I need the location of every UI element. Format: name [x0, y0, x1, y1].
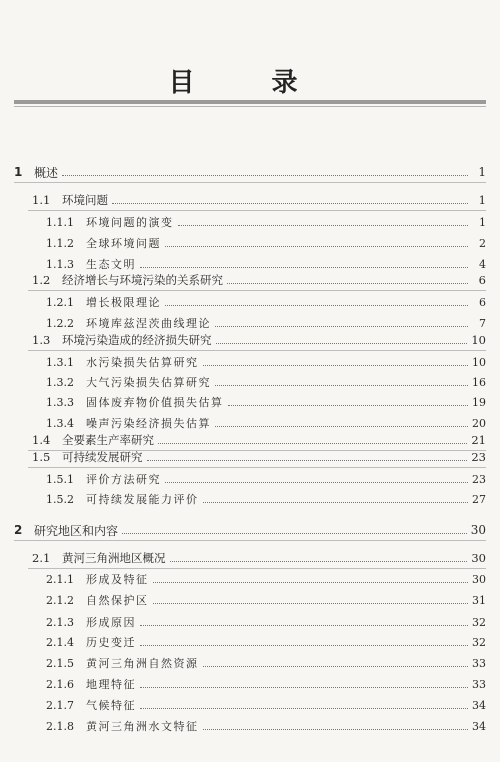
- toc-dot-leader: [203, 729, 469, 730]
- toc-entry-title: 概述: [34, 165, 59, 180]
- toc-separator: [28, 350, 486, 351]
- toc-entry-title: 环境库兹涅茨曲线理论: [86, 317, 211, 330]
- toc-dot-leader: [140, 267, 468, 268]
- toc-dot-leader: [203, 365, 469, 366]
- toc-entry-number: 2.1.7: [46, 698, 74, 712]
- toc-entry-page: 32: [472, 635, 486, 649]
- toc-entry-page: 16: [472, 375, 486, 389]
- toc-entry-title: 历史变迁: [86, 636, 136, 649]
- toc-dot-leader: [140, 625, 468, 626]
- toc-entry[interactable]: [46, 469, 486, 489]
- toc-entry-number: 1.5: [32, 450, 51, 464]
- toc-entry-page: 21: [471, 433, 486, 447]
- toc-entry-number: 1.3.4: [46, 416, 74, 430]
- toc-entry-title: 全球环境问题: [86, 237, 161, 250]
- toc-entry-title: 生态文明: [86, 258, 136, 271]
- toc-entry-title: 环境问题的演变: [86, 216, 174, 229]
- toc-dot-leader: [140, 687, 468, 688]
- toc-entry-page: 6: [478, 273, 486, 287]
- toc-entry-page: 30: [471, 551, 486, 565]
- toc-entry-title: 大气污染损失估算研究: [86, 376, 211, 389]
- toc-entry[interactable]: [46, 674, 486, 694]
- toc-entry[interactable]: [14, 520, 486, 540]
- title-rule-thick: [14, 100, 486, 104]
- toc-entry-page: 7: [479, 316, 486, 330]
- toc-entry[interactable]: [14, 162, 486, 182]
- toc-entry-title: 固体废弃物价值损失估算: [86, 396, 224, 409]
- toc-entry-title: 经济增长与环境污染的关系研究: [62, 273, 223, 287]
- toc-entry-page: 31: [472, 593, 486, 607]
- toc-entry-page: 1: [479, 215, 486, 229]
- toc-entry[interactable]: [46, 612, 486, 632]
- toc-entry-page: 19: [472, 395, 486, 409]
- toc-separator: [28, 210, 486, 211]
- toc-entry-title: 黄河三角洲自然资源: [86, 657, 199, 670]
- toc-entry-number: 1.3.1: [46, 355, 74, 369]
- toc-entry[interactable]: [46, 372, 486, 392]
- toc-entry[interactable]: [46, 489, 486, 509]
- toc-entry-number: 1.4: [32, 433, 51, 447]
- toc-entry-number: 1.2: [32, 273, 51, 287]
- toc-entry-title: 增长极限理论: [86, 296, 161, 309]
- toc-entry[interactable]: [32, 330, 486, 350]
- toc-entry-number: 2.1.3: [46, 615, 74, 629]
- toc-entry-title: 全要素生产率研究: [62, 433, 154, 447]
- toc-dot-leader: [227, 283, 468, 284]
- toc-entry-number: 1.5.2: [46, 492, 74, 506]
- toc-entry-page: 1: [478, 193, 486, 207]
- toc-dot-leader: [147, 460, 468, 461]
- title-rule-thin: [14, 106, 486, 107]
- toc-dot-leader: [216, 343, 468, 344]
- toc-entry-number: 1: [14, 165, 23, 179]
- toc-entry-number: 2.1.6: [46, 677, 74, 691]
- toc-entry[interactable]: [46, 212, 486, 232]
- toc-entry-title: 可持续发展研究: [62, 450, 143, 464]
- toc-entry-title: 黄河三角洲水文特征: [86, 720, 199, 733]
- toc-entry-page: 33: [472, 677, 486, 691]
- toc-entry[interactable]: [46, 695, 486, 715]
- toc-entry-number: 2.1.5: [46, 656, 74, 670]
- toc-entry[interactable]: [32, 447, 486, 467]
- toc-entry[interactable]: [46, 716, 486, 736]
- toc-entry[interactable]: [46, 590, 486, 610]
- toc-entry-page: 10: [472, 355, 486, 369]
- toc-dot-leader: [203, 666, 469, 667]
- toc-entry[interactable]: [32, 270, 486, 290]
- toc-entry-number: 2.1.1: [46, 572, 74, 586]
- toc-entry-title: 水污染损失估算研究: [86, 356, 199, 369]
- toc-entry-page: 23: [472, 472, 486, 486]
- toc-entry-title: 环境问题: [62, 193, 108, 207]
- toc-entry-page: 33: [472, 656, 486, 670]
- toc-entry-title: 研究地区和内容: [34, 523, 119, 538]
- toc-entry-title: 环境污染造成的经济损失研究: [62, 333, 212, 347]
- toc-entry-title: 气候特征: [86, 699, 136, 712]
- toc-entry[interactable]: [46, 632, 486, 652]
- toc-entry-title: 形成及特征: [86, 573, 149, 586]
- toc-separator: [28, 290, 486, 291]
- toc-entry-title: 可持续发展能力评价: [86, 493, 199, 506]
- toc-dot-leader: [140, 645, 468, 646]
- toc-dot-leader: [122, 533, 467, 534]
- toc-entry-number: 1.2.1: [46, 295, 74, 309]
- toc-dot-leader: [112, 203, 468, 204]
- toc-entry[interactable]: [46, 233, 486, 253]
- toc-dot-leader: [158, 443, 467, 444]
- toc-entry-page: 27: [472, 492, 486, 506]
- toc-entry-title: 自然保护区: [86, 594, 149, 607]
- toc-dot-leader: [215, 385, 468, 386]
- toc-dot-leader: [153, 603, 469, 604]
- toc-entry-page: 32: [472, 615, 486, 629]
- toc-dot-leader: [178, 225, 469, 226]
- toc-dot-leader: [228, 405, 469, 406]
- toc-entry[interactable]: [46, 352, 486, 372]
- toc-entry-number: 1.5.1: [46, 472, 74, 486]
- toc-entry-number: 1.3.3: [46, 395, 74, 409]
- toc-dot-leader: [215, 426, 468, 427]
- toc-separator: [14, 540, 486, 541]
- toc-dot-leader: [62, 175, 468, 176]
- toc-entry[interactable]: [32, 548, 486, 568]
- toc-entry-title: 黄河三角洲地区概况: [62, 551, 166, 565]
- toc-entry-number: 2.1.2: [46, 593, 74, 607]
- toc-dot-leader: [203, 502, 469, 503]
- toc-entry-number: 1.2.2: [46, 316, 74, 330]
- toc-entry-page: 30: [470, 523, 486, 537]
- toc-entry-number: 1.1.1: [46, 215, 74, 229]
- toc-entry-page: 1: [478, 165, 486, 179]
- toc-dot-leader: [153, 582, 469, 583]
- toc-entry-page: 2: [479, 236, 486, 250]
- toc-entry-number: 2.1.8: [46, 719, 74, 733]
- toc-entry[interactable]: [46, 392, 486, 412]
- toc-title: 目 录: [168, 68, 332, 98]
- toc-dot-leader: [165, 305, 468, 306]
- toc-dot-leader: [140, 708, 468, 709]
- toc-entry-page: 20: [472, 416, 486, 430]
- toc-dot-leader: [170, 561, 468, 562]
- toc-entry-page: 4: [479, 257, 486, 271]
- toc-entry-title: 噪声污染经济损失估算: [86, 417, 211, 430]
- toc-dot-leader: [165, 482, 468, 483]
- toc-entry-number: 1.1.2: [46, 236, 74, 250]
- toc-entry[interactable]: [32, 190, 486, 210]
- toc-separator: [28, 467, 486, 468]
- toc-entry-number: 2.1.4: [46, 635, 74, 649]
- toc-entry[interactable]: [46, 569, 486, 589]
- toc-dot-leader: [215, 326, 468, 327]
- toc-dot-leader: [165, 246, 468, 247]
- toc-entry[interactable]: [46, 292, 486, 312]
- toc-entry-page: 34: [472, 719, 486, 733]
- toc-entry-title: 评价方法研究: [86, 473, 161, 486]
- toc-entry-number: 1.3.2: [46, 375, 74, 389]
- toc-entry-page: 30: [472, 572, 486, 586]
- toc-entry[interactable]: [46, 653, 486, 673]
- toc-entry-title: 形成原因: [86, 616, 136, 629]
- toc-entry-page: 6: [479, 295, 486, 309]
- toc-entry-number: 1.1: [32, 193, 51, 207]
- toc-entry-page: 23: [471, 450, 486, 464]
- toc-entry-title: 地理特征: [86, 678, 136, 691]
- toc-entry-number: 2: [14, 523, 23, 537]
- toc-entry-number: 1.1.3: [46, 257, 74, 271]
- toc-separator: [14, 182, 486, 183]
- toc-entry-page: 34: [472, 698, 486, 712]
- toc-entry-page: 10: [471, 333, 486, 347]
- toc-entry-number: 1.3: [32, 333, 51, 347]
- toc-entry-number: 2.1: [32, 551, 51, 565]
